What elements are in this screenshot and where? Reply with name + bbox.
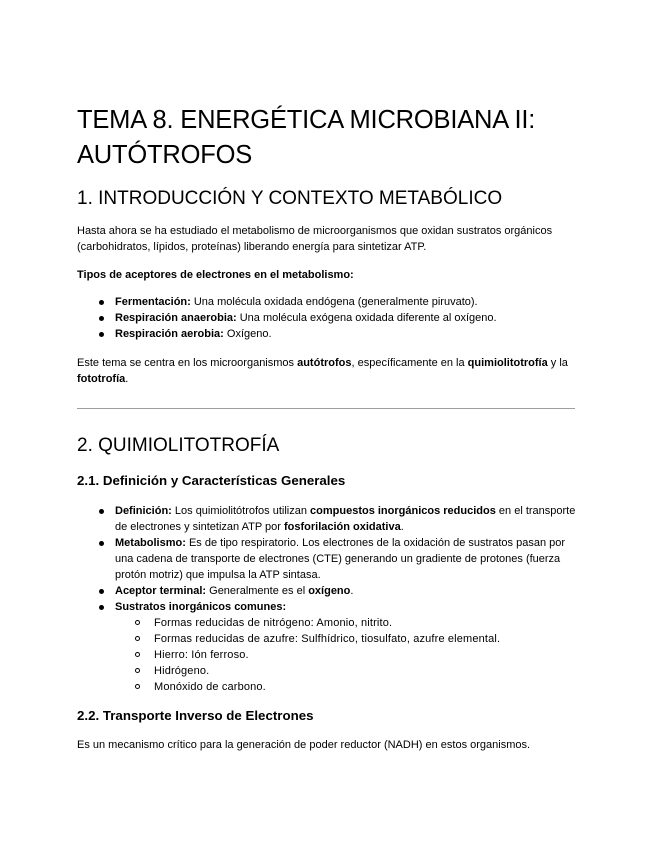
- list-item-emphasis: oxígeno: [308, 585, 351, 597]
- closing-text-a: Este tema se centra en los microorganismos: [77, 357, 298, 369]
- closing-text-c: , específicamente en la: [351, 357, 468, 369]
- sublist-item-text: Monóxido de carbono.: [154, 681, 266, 693]
- closing-term-fototrofia: fototrofía: [77, 373, 126, 385]
- list-item-term: Respiración anaerobia:: [115, 312, 237, 324]
- bullet-icon: [99, 300, 104, 305]
- characteristics-list: [77, 503, 577, 695]
- sublist-item-text: Formas reducidas de azufre: Sulfhídrico, tiosulfato, azufre elemental.: [154, 633, 501, 645]
- list-item-term: Respiración aerobia:: [115, 328, 224, 340]
- section-1-heading: 1. INTRODUCCIÓN Y CONTEXTO METABÓLICO: [77, 188, 503, 209]
- acceptors-list: [77, 294, 577, 342]
- list-item-text: Los quimiolitótrofos utilizan: [171, 505, 311, 517]
- sublist-item-text: Hierro: Ión ferroso.: [154, 649, 249, 661]
- list-item-emphasis: fosforilación oxidativa: [283, 521, 401, 533]
- bullet-icon: [99, 605, 104, 610]
- list-item-term: Aceptor terminal:: [115, 585, 207, 597]
- section-1-intro: Hasta ahora se ha estudiado el metabolismo de microorganismos que oxidan sustratos orgánicos (carbohidratos, lípidos, proteínas) liberando energía para sintetizar ATP.: [77, 225, 553, 253]
- list-item-term: Sustratos inorgánicos comunes:: [115, 601, 287, 613]
- list-item-text: Una molécula oxidada endógena (generalmente piruvato).: [190, 296, 478, 308]
- circle-bullet-icon: [135, 620, 140, 625]
- list-item-acceptor: [77, 583, 577, 599]
- acceptors-heading-text: Tipos de aceptores de electrones en el metabolismo:: [77, 269, 354, 281]
- list-item-text: .: [350, 585, 354, 597]
- list-item-metabolism: [77, 535, 577, 583]
- list-item: [77, 326, 577, 342]
- section-1-closing: [77, 355, 577, 387]
- list-item-term: Definición:: [115, 505, 172, 517]
- sublist-item-text: Hidrógeno.: [154, 665, 210, 677]
- sublist-item: [77, 679, 577, 695]
- circle-bullet-icon: [135, 652, 140, 657]
- sublist-item-text: Formas reducidas de nitrógeno: Amonio, nitrito.: [154, 617, 393, 629]
- bullet-icon: [99, 332, 104, 337]
- sublist-item: [77, 647, 577, 663]
- circle-bullet-icon: [135, 668, 140, 673]
- circle-bullet-icon: [135, 636, 140, 641]
- substrates-sublist: [77, 615, 577, 695]
- acceptors-heading: [77, 267, 577, 283]
- list-item: [77, 294, 577, 310]
- list-item-text: Generalmente es el: [206, 585, 309, 597]
- sublist-item: [77, 663, 577, 679]
- list-item-text: .: [400, 521, 404, 533]
- bullet-icon: [99, 509, 104, 514]
- bullet-icon: [99, 589, 104, 594]
- list-item-text: Es de tipo respiratorio. Los electrones de la oxidación de sustratos pasan por una cadena de transporte de electrones (CTE) generando un gradiente de protones (fuerza protón motriz) que impulsa la ATP sintasa.: [115, 537, 566, 581]
- circle-bullet-icon: [135, 684, 140, 689]
- list-item: [77, 310, 577, 326]
- list-item-substrates: [77, 599, 577, 695]
- sublist-item: [77, 631, 577, 647]
- subsection-2-1-heading: 2.1. Definición y Características Generales: [77, 473, 346, 488]
- list-item-text: Oxígeno.: [223, 328, 272, 340]
- list-item-term: Metabolismo:: [115, 537, 186, 549]
- bullet-icon: [99, 316, 104, 321]
- subsection-2-2-text: Es un mecanismo crítico para la generación de poder reductor (NADH) en estos organismos.: [77, 739, 531, 751]
- list-item-definition: [77, 503, 577, 535]
- subsection-2-2-heading: 2.2. Transporte Inverso de Electrones: [77, 708, 314, 723]
- list-item-term: Fermentación:: [115, 296, 191, 308]
- horizontal-divider: [77, 408, 575, 409]
- list-item-text: Una molécula exógena oxidada diferente al oxígeno.: [236, 312, 497, 324]
- list-item-text: en el transporte de electrones y sintetizan ATP por: [115, 505, 576, 533]
- closing-term-quimiolitotrofia: quimiolitotrofía: [467, 357, 548, 369]
- sublist-item: [77, 615, 577, 631]
- closing-text-e: y la: [547, 357, 568, 369]
- bullet-icon: [99, 541, 104, 546]
- closing-text-g: .: [125, 373, 129, 385]
- document-title: TEMA 8. ENERGÉTICA MICROBIANA II: AUTÓTROFOS: [77, 106, 536, 169]
- section-2-heading: 2. QUIMIOLITOTROFÍA: [77, 435, 280, 456]
- closing-term-autotrofos: autótrofos: [297, 357, 352, 369]
- list-item-emphasis: compuestos inorgánicos reducidos: [310, 505, 496, 517]
